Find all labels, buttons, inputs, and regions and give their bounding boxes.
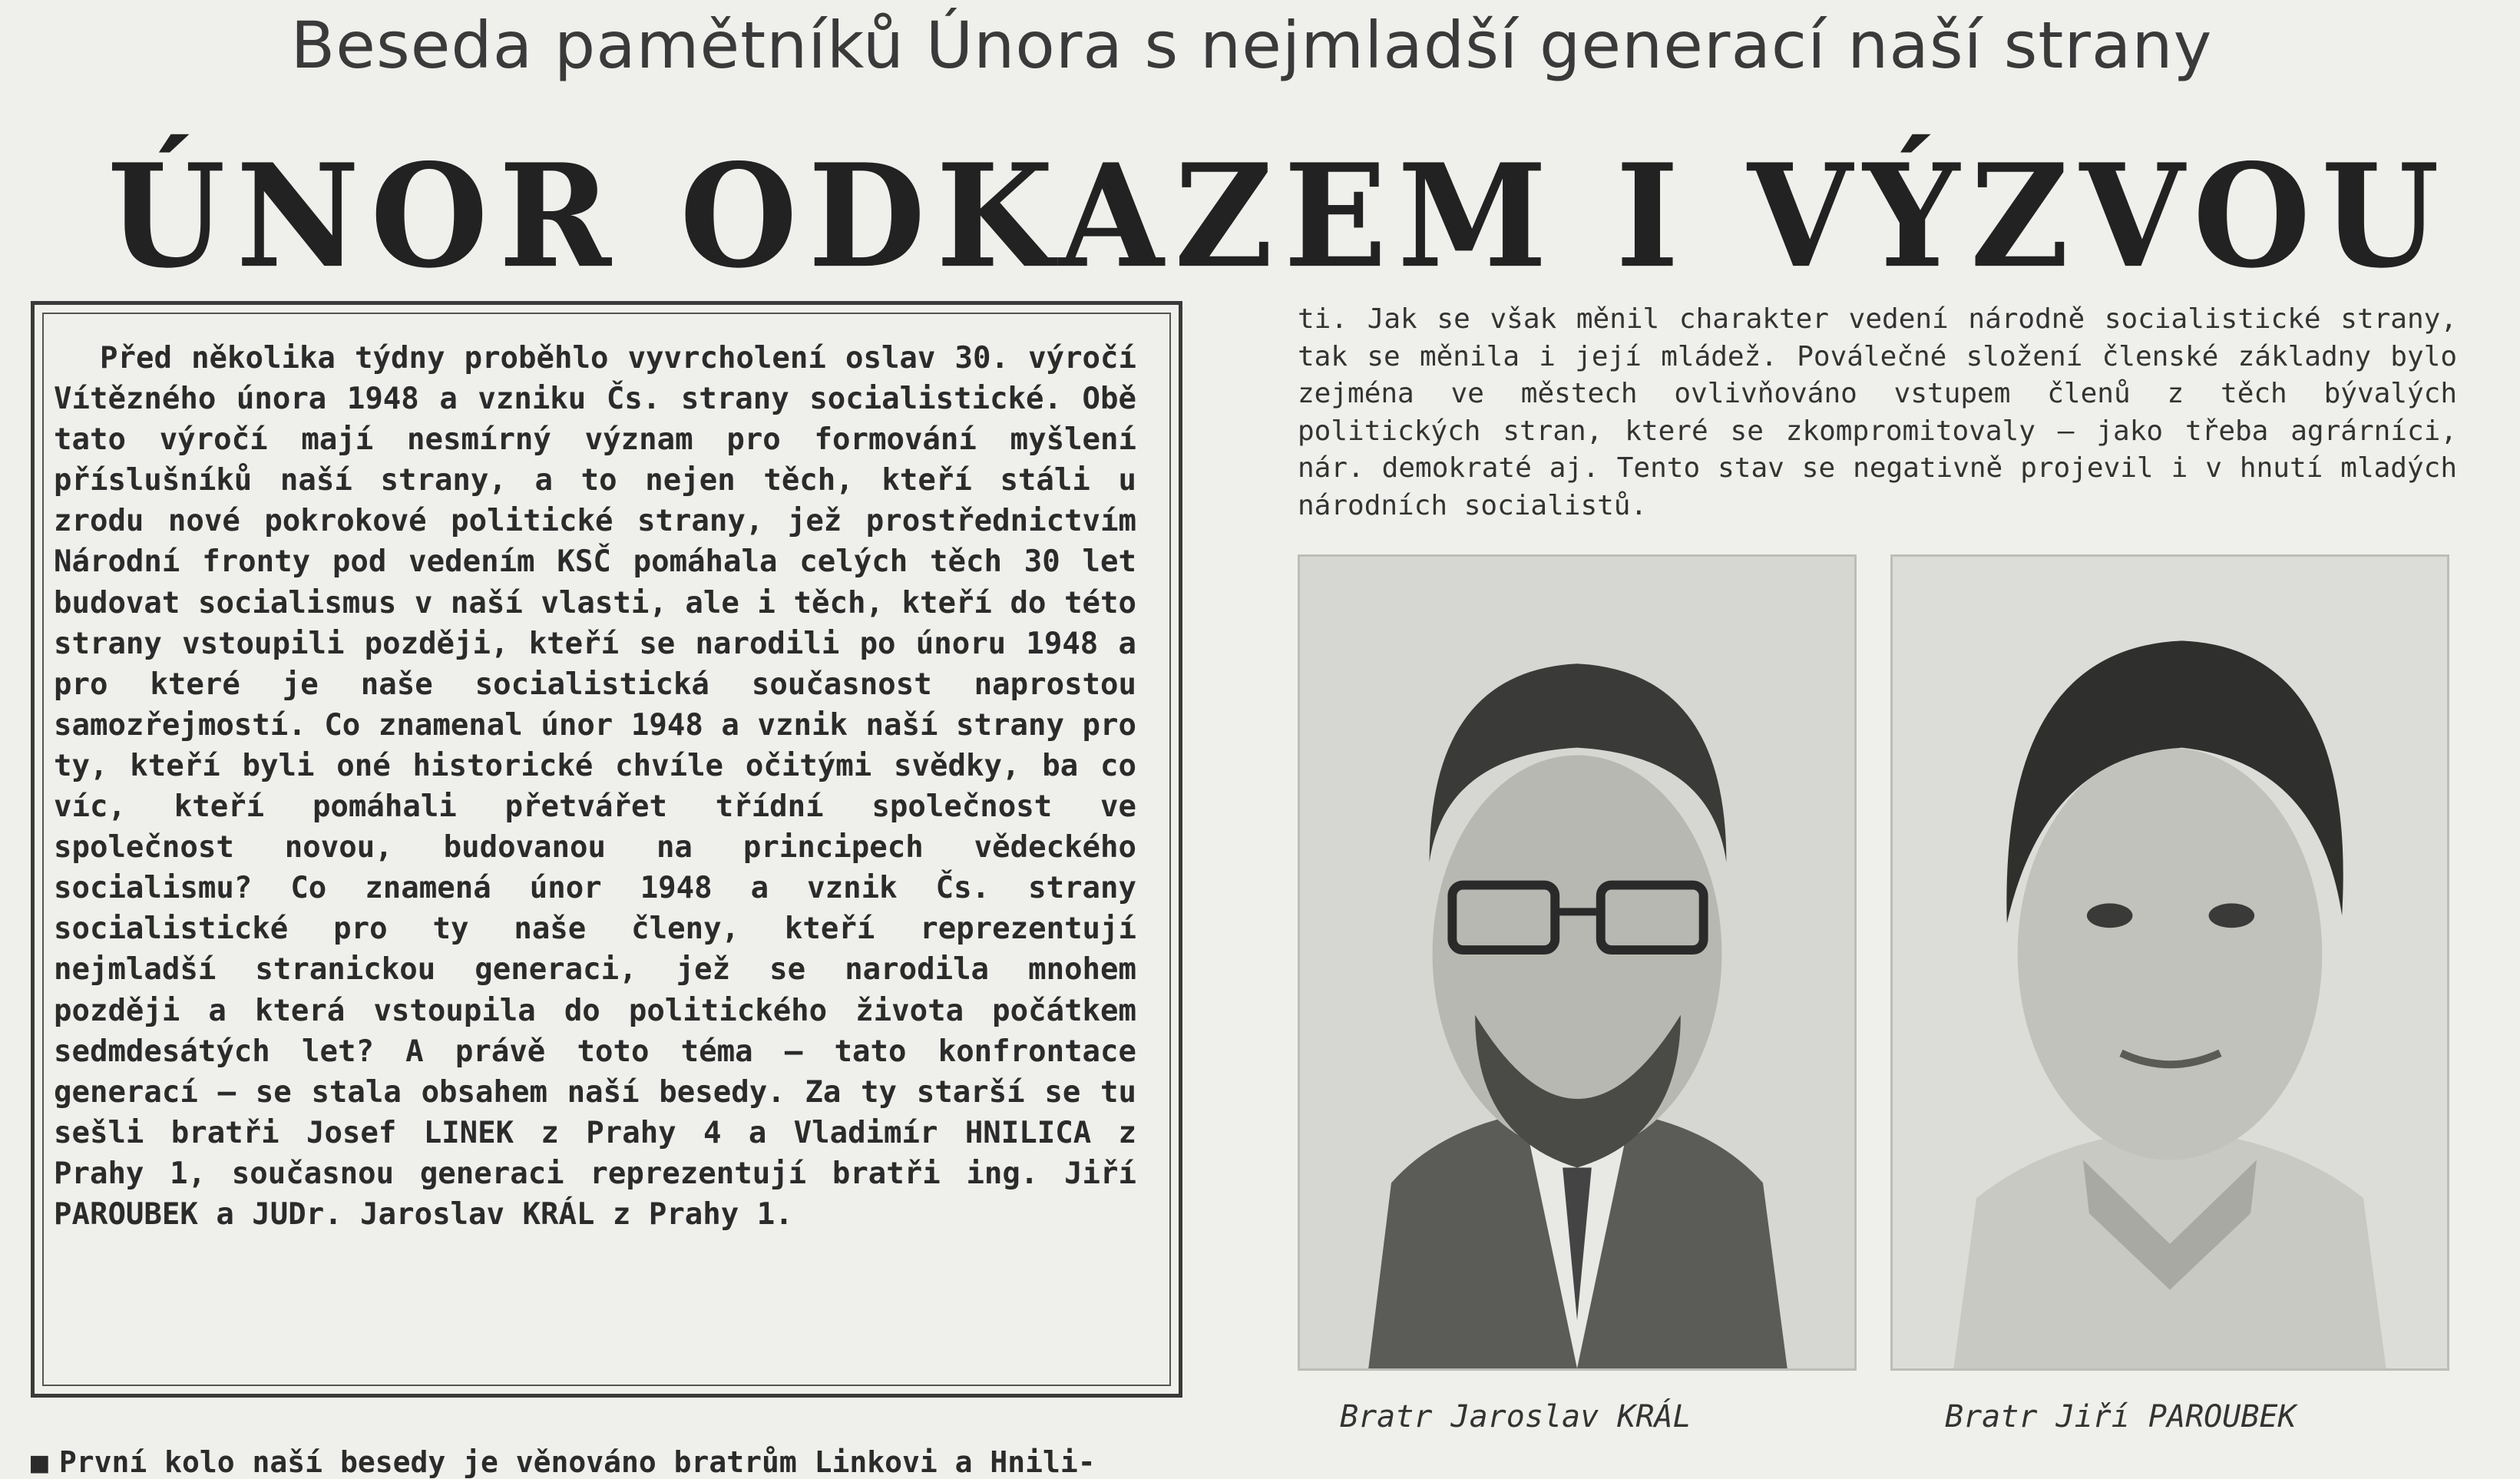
article-kicker: Beseda pamětníků Února s nejmladší generací naší strany xyxy=(290,8,2213,83)
continuation-text: První kolo naší besedy je věnováno bratrům Linkovi a Hnili- xyxy=(58,1445,1096,1479)
photo-caption-paroubek: Bratr Jiří PAROUBEK xyxy=(1945,1399,2297,1434)
lead-paragraph: Před několika týdny proběhlo vyvrcholení oslav 30. výročí Vítězného února 1948 a vzniku Čs. strany socialistické. Obě tato výročí mají nesmírný význam pro formování myšlení příslušníků naší strany, a to nejen těch, kteří stáli u zrodu nové pokrokové politické strany, jež prostřednictvím Národní fronty pod vedením KSČ pomáhala celých těch 30 let budovat socialismus v naší vlasti, ale i těch, kteří do této strany vstoupili později, kteří se narodili po únoru 1948 a pro které je naše socialistická současnost naprostou samozřejmostí. Co znamenal únor 1948 a vznik naší strany pro ty, kteří byli oné historické chvíle očitými svědky, ba co víc, kteří pomáhali přetvářet třídní společnost ve společnost novou, budovanou na principech vědeckého socialismu? Co znamená únor 1948 a vznik Čs. strany socialistické pro ty naše členy, kteří reprezentují nejmladší stranickou generaci, jež se narodila mnohem později a která vstoupila do politického života počátkem sedmdesátých let? A právě toto téma — tato konfrontace generací — se stala obsahem naší besedy. Za ty starší se tu sešli bratři Josef LINEK z Prahy 4 a Vladimír HNILICA z Prahy 1, současnou generaci reprezentují bratři ing. Jiří PAROUBEK a JUDr. Jaroslav KRÁL z Prahy 1. xyxy=(54,341,1136,1232)
article-headline: ÚNOR ODKAZEM I VÝZVOU xyxy=(107,132,2450,300)
paragraph-bullet-icon: ■ xyxy=(31,1445,48,1479)
photo-caption-kral: Bratr Jaroslav KRÁL xyxy=(1340,1399,1692,1434)
portrait-photo-paroubek xyxy=(1890,554,2449,1371)
right-column-text: ti. Jak se však měnil charakter vedení národně socialistické strany, tak se měnila i její mládež. Poválečné složení členské základny bylo zejména ve městech ovlivňováno vstupem členů z těch bývalých politických stran, které se zkompromitovaly — jako třeba agrárníci, nár. demokraté aj. Tento stav se negativně projevil i v hnutí mladých národních socialistů. xyxy=(1298,303,2457,521)
portrait-kral-image xyxy=(1300,557,1854,1368)
continuation-line xyxy=(31,1445,1190,1479)
portrait-paroubek-image xyxy=(1893,557,2447,1368)
portrait-photo-kral xyxy=(1298,554,1857,1371)
